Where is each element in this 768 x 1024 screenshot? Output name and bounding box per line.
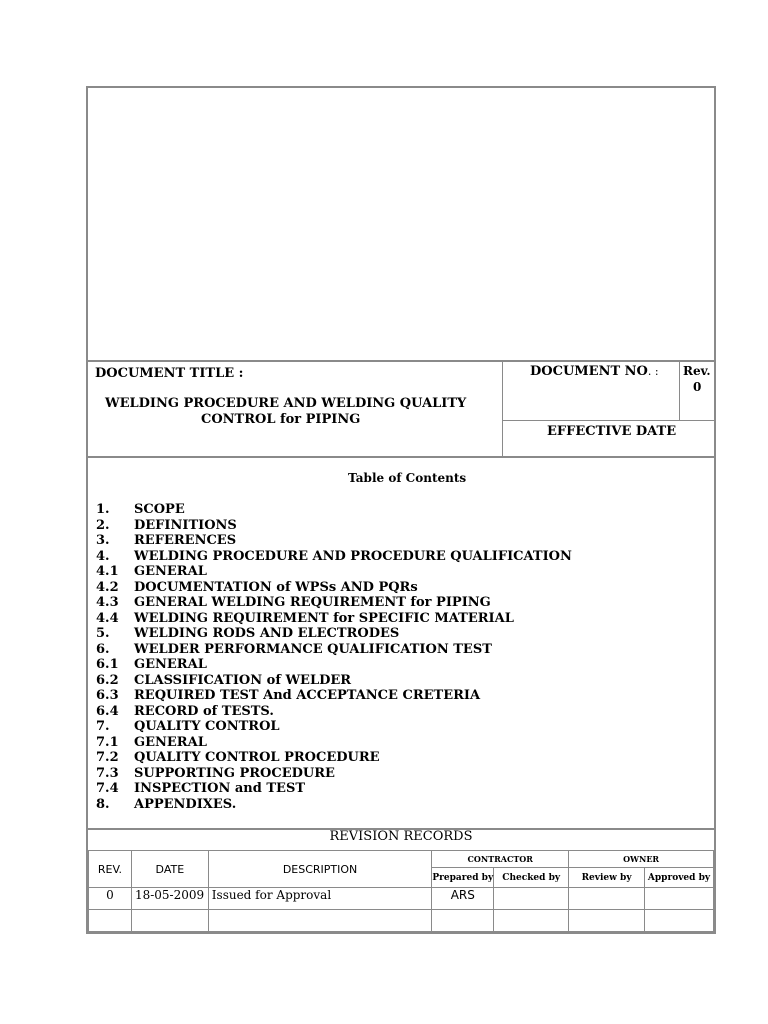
toc-item-number: 4.2 — [96, 579, 119, 595]
header-bottom-divider — [88, 456, 714, 458]
toc-item-text: DOCUMENTATION of WPSs AND PQRs — [134, 579, 418, 595]
toc-item-text: REFERENCES — [134, 533, 237, 548]
document-no-label — [530, 364, 659, 379]
toc-item-text: APPENDIXES. — [134, 796, 237, 812]
row-prepared: ARS — [432, 888, 494, 910]
rev-value: 0 — [693, 380, 702, 394]
table-row — [89, 910, 714, 932]
effective-date-divider — [502, 420, 714, 421]
toc-item-text: RECORD of TESTS. — [134, 703, 274, 719]
row-description: Issued for Approval — [208, 888, 432, 910]
header-divider-vertical — [502, 360, 503, 456]
row-description — [208, 910, 432, 932]
toc-item-text: GENERAL WELDING REQUIREMENT for PIPING — [134, 595, 491, 610]
blank-header-area — [88, 88, 714, 360]
checked-by-header: Checked by — [494, 868, 569, 888]
toc-item-number: 7.3 — [96, 765, 119, 781]
col-description-header: DESCRIPTION — [208, 851, 432, 888]
toc-item-number: 4.3 — [96, 595, 119, 610]
revision-table — [88, 850, 714, 932]
rev-label: Rev. — [683, 364, 711, 378]
row-review — [569, 888, 645, 910]
toc-item-number: 6.3 — [96, 688, 119, 703]
toc-item-number: 7.2 — [96, 750, 119, 765]
toc-item-number: 8. — [96, 796, 110, 812]
toc-item-number: 6. — [96, 641, 110, 657]
toc-item-text: DEFINITIONS — [134, 517, 237, 533]
document-no-suffix: . : — [647, 365, 659, 378]
toc-item-number: 6.1 — [96, 657, 119, 672]
row-rev: 0 — [89, 888, 132, 910]
toc-item-text: INSPECTION and TEST — [134, 781, 306, 796]
revision-records-heading: REVISION RECORDS — [329, 829, 473, 844]
document-no-text: DOCUMENT NO — [530, 364, 648, 379]
row-approved — [645, 888, 714, 910]
table-row — [89, 888, 714, 910]
approved-by-header: Approved by — [645, 868, 714, 888]
toc-item-number: 7.1 — [96, 734, 119, 750]
owner-header: OWNER — [569, 851, 714, 868]
toc-item-text: REQUIRED TEST And ACCEPTANCE CRETERIA — [134, 688, 481, 703]
toc-item-text: WELDING REQUIREMENT for SPECIFIC MATERIAL — [134, 610, 514, 626]
col-rev-header: REV. — [89, 851, 132, 888]
row-checked — [494, 888, 569, 910]
toc-item-number: 4.1 — [96, 564, 119, 579]
toc-item-text: CLASSIFICATION of WELDER — [134, 672, 352, 688]
toc-item-number: 1. — [96, 502, 110, 517]
toc-item-number: 2. — [96, 517, 110, 533]
contractor-header: CONTRACTOR — [432, 851, 569, 868]
effective-date-label: EFFECTIVE DATE — [547, 424, 677, 439]
toc-item-number: 6.4 — [96, 703, 119, 719]
rev-divider-vertical — [679, 360, 680, 420]
toc-item-number: 6.2 — [96, 672, 119, 688]
toc-item-number: 5. — [96, 626, 110, 641]
document-title-line2: CONTROL for PIPING — [201, 412, 361, 427]
document-title-line1: WELDING PROCEDURE AND WELDING QUALITY — [105, 396, 467, 411]
toc-item-text: GENERAL — [134, 564, 207, 579]
document-frame — [86, 86, 716, 934]
toc-item-number: 4. — [96, 548, 110, 564]
toc-item-number: 3. — [96, 533, 110, 548]
row-checked — [494, 910, 569, 932]
toc-item-text: GENERAL — [134, 657, 207, 672]
toc-item-number: 4.4 — [96, 610, 119, 626]
toc-list — [88, 502, 714, 822]
row-rev — [89, 910, 132, 932]
toc-item-text: SCOPE — [134, 502, 185, 517]
prepared-by-header: Prepared by — [432, 868, 494, 888]
row-approved — [645, 910, 714, 932]
row-review — [569, 910, 645, 932]
toc-item-text: WELDING PROCEDURE AND PROCEDURE QUALIFICATION — [134, 548, 572, 564]
toc-item-text: SUPPORTING PROCEDURE — [134, 765, 335, 781]
row-prepared — [432, 910, 494, 932]
toc-item-text: WELDER PERFORMANCE QUALIFICATION TEST — [134, 641, 492, 657]
header-top-divider — [88, 360, 714, 362]
toc-item-number: 7.4 — [96, 781, 119, 796]
col-date-header: DATE — [131, 851, 208, 888]
toc-item-text: QUALITY CONTROL — [134, 719, 280, 734]
toc-heading: Table of Contents — [348, 471, 467, 485]
row-date: 18-05-2009 — [131, 888, 208, 910]
review-by-header: Review by — [569, 868, 645, 888]
toc-item-text: GENERAL — [134, 734, 207, 750]
toc-item-text: WELDING RODS AND ELECTRODES — [134, 626, 400, 641]
row-date — [131, 910, 208, 932]
toc-item-text: QUALITY CONTROL PROCEDURE — [134, 750, 380, 765]
document-title-label: DOCUMENT TITLE : — [95, 366, 244, 381]
toc-item-number: 7. — [96, 719, 110, 734]
